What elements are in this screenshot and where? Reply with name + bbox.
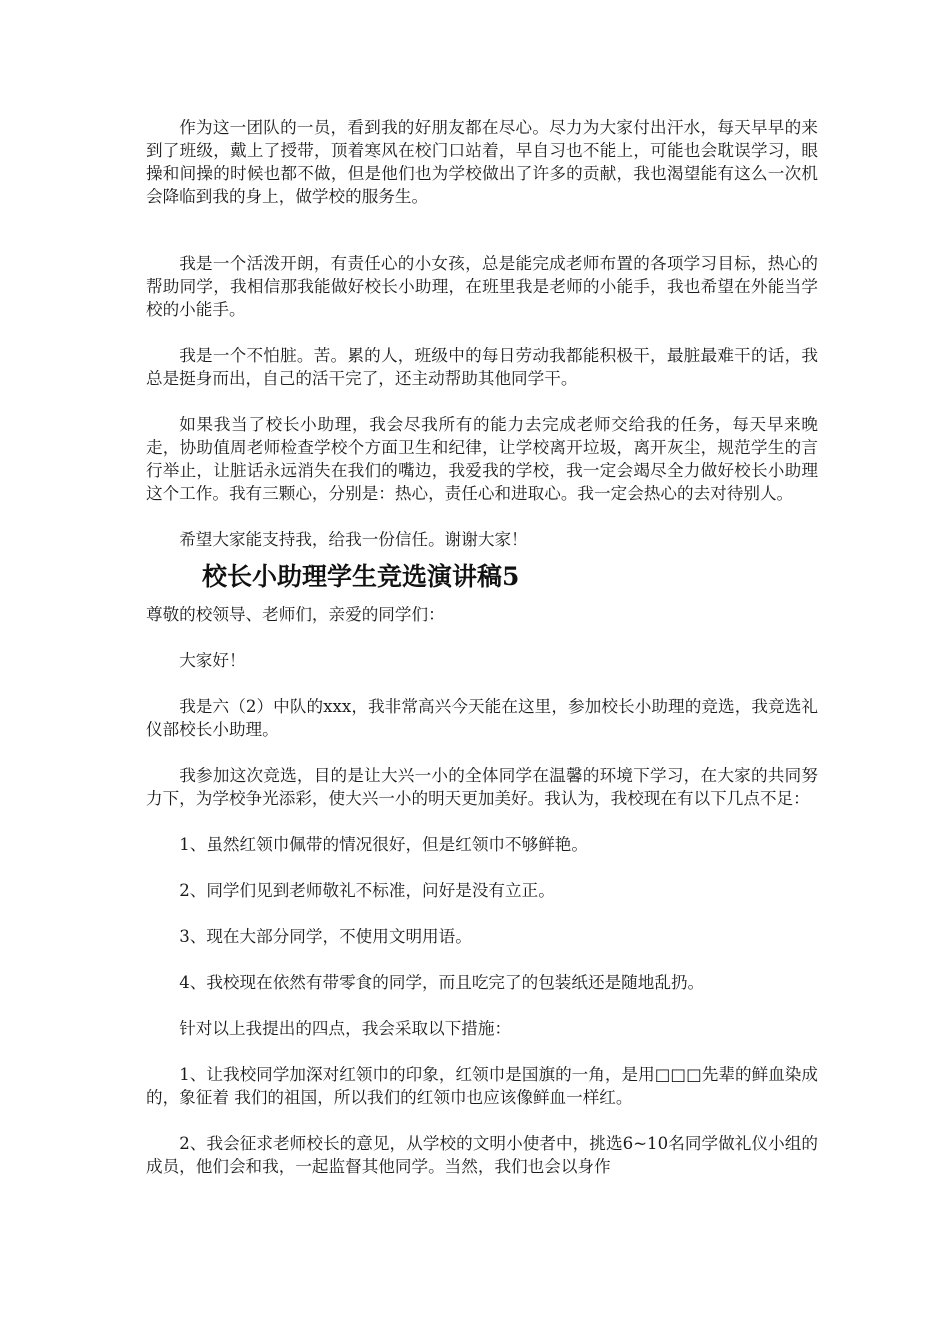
list-item-shortcoming-4: 4、我校现在依然有带零食的同学，而且吃完了的包装纸还是随地乱扔。 — [179, 973, 705, 992]
list-item-shortcoming-1: 1、虽然红领巾佩带的情况很好，但是红领巾不够鲜艳。 — [179, 835, 588, 854]
paragraph-introduction: 我是六（2）中队的xxx，我非常高兴今天能在这里，参加校长小助理的竞选，我竞选礼仪部校长小助理。 — [146, 697, 818, 739]
spacer — [146, 902, 818, 925]
paragraph-team-member: 作为这一团队的一员，看到我的好朋友都在尽心。尽力为大家付出汗水，每天早早的来到了班级，戴上了授带，顶着寒风在校门口站着，早自习也不能上，可能也会耽误学习，眼操和间操的时候也都不做，但是他们也为学校做出了许多的贡献，我也渴望能有这么一次机会降临到我的身上，做学校的服务生。 — [146, 118, 818, 206]
spacer — [146, 626, 818, 649]
list-item-shortcoming-3: 3、现在大部分同学，不使用文明用语。 — [179, 927, 472, 946]
paragraph-not-afraid: 我是一个不怕脏。苦。累的人，班级中的每日劳动我都能积极干，最脏最难干的话，我总是挺身而出，自己的活干完了，还主动帮助其他同学干。 — [146, 346, 818, 388]
heading-container — [146, 551, 818, 603]
spacer — [146, 672, 818, 695]
spacer — [146, 810, 818, 833]
spacer — [146, 390, 818, 413]
list-item-measure-1: 1、让我校同学加深对红领巾的印象，红领巾是国旗的一角，是用□□□先辈的鲜血染成的，象征着 我们的祖国，所以我们的红领巾也应该像鲜血一样红。 — [146, 1065, 818, 1107]
list-item-shortcoming-2: 2、同学们见到老师敬礼不标准，问好是没有立正。 — [179, 881, 555, 900]
paragraph-thanks: 希望大家能支持我，给我一份信任。谢谢大家！ — [179, 530, 528, 549]
paragraph-greeting: 大家好！ — [179, 651, 246, 670]
document-page — [146, 116, 818, 1178]
paragraph-measures-intro: 针对以上我提出的四点，我会采取以下措施： — [179, 1019, 512, 1038]
spacer — [146, 505, 818, 528]
spacer — [146, 1109, 818, 1132]
paragraph-if-elected: 如果我当了校长小助理，我会尽我所有的能力去完成老师交给我的任务，每天早来晚走，协助值周老师检查学校个方面卫生和纪律，让学校离开垃圾，离开灰尘，规范学生的言行举止，让脏话永远消失在我们的嘴边，我爱我的学校，我一定会竭尽全力做好校长小助理这个工作。我有三颗心，分别是：热心，责任心和进取心。我一定会热心的去对待别人。 — [146, 415, 818, 503]
list-item-measure-2: 2、我会征求老师校长的意见，从学校的文明小使者中，挑选6~10名同学做礼仪小组的成员，他们会和我，一起监督其他同学。当然，我们也会以身作 — [146, 1134, 818, 1176]
salutation: 尊敬的校领导、老师们，亲爱的同学们： — [146, 605, 445, 624]
spacer — [146, 208, 818, 252]
paragraph-purpose: 我参加这次竞选，目的是让大兴一小的全体同学在温馨的环境下学习，在大家的共同努力下，为学校争光添彩，使大兴一小的明天更加美好。我认为，我校现在有以下几点不足： — [146, 766, 818, 808]
spacer — [146, 948, 818, 971]
spacer — [146, 741, 818, 764]
section-heading: 校长小助理学生竞选演讲稿5 — [202, 562, 520, 591]
spacer — [146, 856, 818, 879]
paragraph-lively-girl: 我是一个活泼开朗，有责任心的小女孩，总是能完成老师布置的各项学习目标，热心的帮助同学，我相信那我能做好校长小助理，在班里我是老师的小能手，我也希望在外能当学校的小能手。 — [146, 254, 818, 319]
spacer — [146, 994, 818, 1017]
spacer — [146, 321, 818, 344]
spacer — [146, 1040, 818, 1063]
